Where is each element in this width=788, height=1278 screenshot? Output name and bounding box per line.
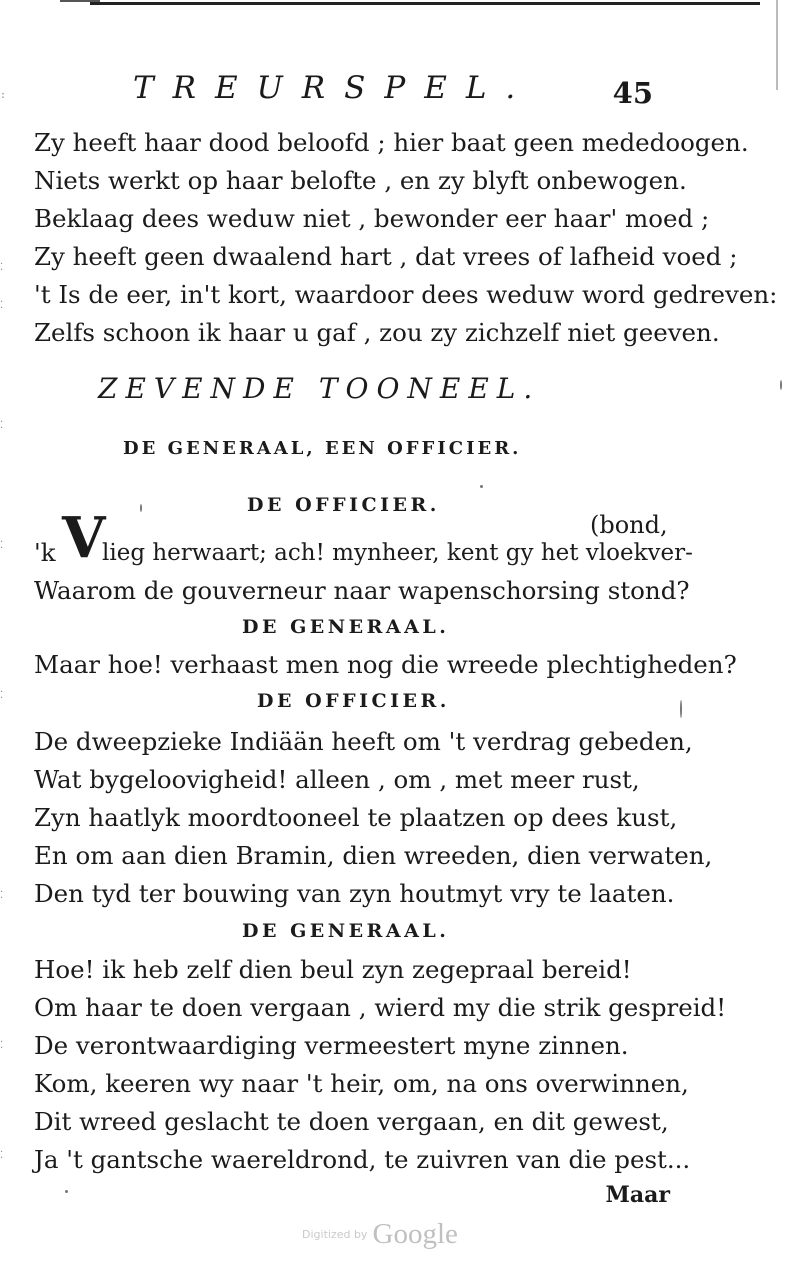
- overflow-word: (bond,: [590, 511, 668, 539]
- bleed-through-mark: ⁚: [0, 690, 4, 701]
- scene-heading: ZEVENDE TOONEEL.: [98, 372, 541, 405]
- verse-line: Niets werkt op haar belofte , en zy blyft onbewogen.: [34, 166, 687, 195]
- ink-speck: [480, 485, 483, 488]
- verse-line: Dit wreed geslacht te doen vergaan, en dit gewest,: [34, 1107, 669, 1136]
- verse-line: De verontwaardiging vermeestert myne zinnen.: [34, 1031, 629, 1060]
- bleed-through-mark: ⁚: [0, 540, 4, 551]
- verse-line-start: 'k: [34, 538, 56, 567]
- verse-line: lieg herwaart; ach! mynheer, kent gy het vloekver-: [102, 540, 693, 566]
- verse-line: Kom, keeren wy naar 't heir, om, na ons overwinnen,: [34, 1069, 689, 1098]
- speaker-label: DE OFFICIER.: [247, 494, 440, 516]
- ink-speck: [140, 504, 142, 512]
- bleed-through-mark: ⁚: [0, 1150, 4, 1161]
- verse-line: Zy heeft geen dwaalend hart , dat vrees of lafheid voed ;: [34, 242, 738, 271]
- ink-speck: [780, 380, 782, 390]
- running-header: [133, 70, 663, 110]
- bleed-through-mark: ⁚: [0, 300, 4, 311]
- page-number: 45: [612, 76, 653, 110]
- bleed-through-mark: :: [0, 90, 7, 101]
- verse-line: Beklaag dees weduw niet , bewonder eer haar' moed ;: [34, 204, 710, 233]
- verse-line: Zyn haatlyk moordtooneel te plaatzen op dees kust,: [34, 803, 678, 832]
- scene-characters: DE GENERAAL, EEN OFFICIER.: [123, 438, 522, 459]
- ink-speck: [65, 1190, 68, 1193]
- verse-line: Wat bygeloovigheid! alleen , om , met meer rust,: [34, 765, 640, 794]
- verse-line: Maar hoe! verhaast men nog die wreede plechtigheden?: [34, 650, 737, 679]
- verse-line: Hoe! ik heb zelf dien beul zyn zegepraal bereid!: [34, 955, 632, 984]
- catchword: Maar: [605, 1182, 670, 1208]
- speaker-label: DE OFFICIER.: [257, 690, 450, 712]
- drop-cap: V: [62, 505, 106, 571]
- verse-line: Waarom de gouverneur naar wapenschorsing stond?: [34, 576, 690, 605]
- top-edge-rule: [90, 2, 760, 5]
- bleed-through-mark: ⁚: [0, 420, 4, 431]
- right-page-edge: [776, 0, 778, 90]
- verse-line: En om aan dien Bramin, dien wreeden, dien verwaten,: [34, 841, 713, 870]
- bleed-through-mark: ⁚: [0, 1040, 4, 1051]
- bleed-through-mark: ⁚: [0, 890, 4, 901]
- watermark-prefix: Digitized by: [302, 1228, 368, 1241]
- google-logo: Google: [372, 1218, 458, 1250]
- running-title: TREURSPEL.: [133, 70, 535, 106]
- ink-speck: [680, 700, 682, 718]
- verse-line: Zelfs schoon ik haar u gaf , zou zy zichzelf niet geeven.: [34, 318, 720, 347]
- digitized-watermark: [302, 1218, 458, 1251]
- verse-line: Om haar te doen vergaan , wierd my die strik gespreid!: [34, 993, 727, 1022]
- bleed-through-mark: ⁚: [0, 262, 4, 273]
- verse-line: De dweepzieke Indiään heeft om 't verdrag gebeden,: [34, 727, 693, 756]
- speaker-label: DE GENERAAL.: [242, 920, 450, 942]
- verse-line: Den tyd ter bouwing van zyn houtmyt vry te laaten.: [34, 879, 675, 908]
- verse-line: 't Is de eer, in't kort, waardoor dees weduw word gedreven:: [34, 280, 778, 309]
- speaker-label: DE GENERAAL.: [242, 616, 450, 638]
- verse-line: Zy heeft haar dood beloofd ; hier baat geen mededoogen.: [34, 128, 749, 157]
- verse-line: Ja 't gantsche waereldrond, te zuivren van die pest...: [34, 1145, 691, 1174]
